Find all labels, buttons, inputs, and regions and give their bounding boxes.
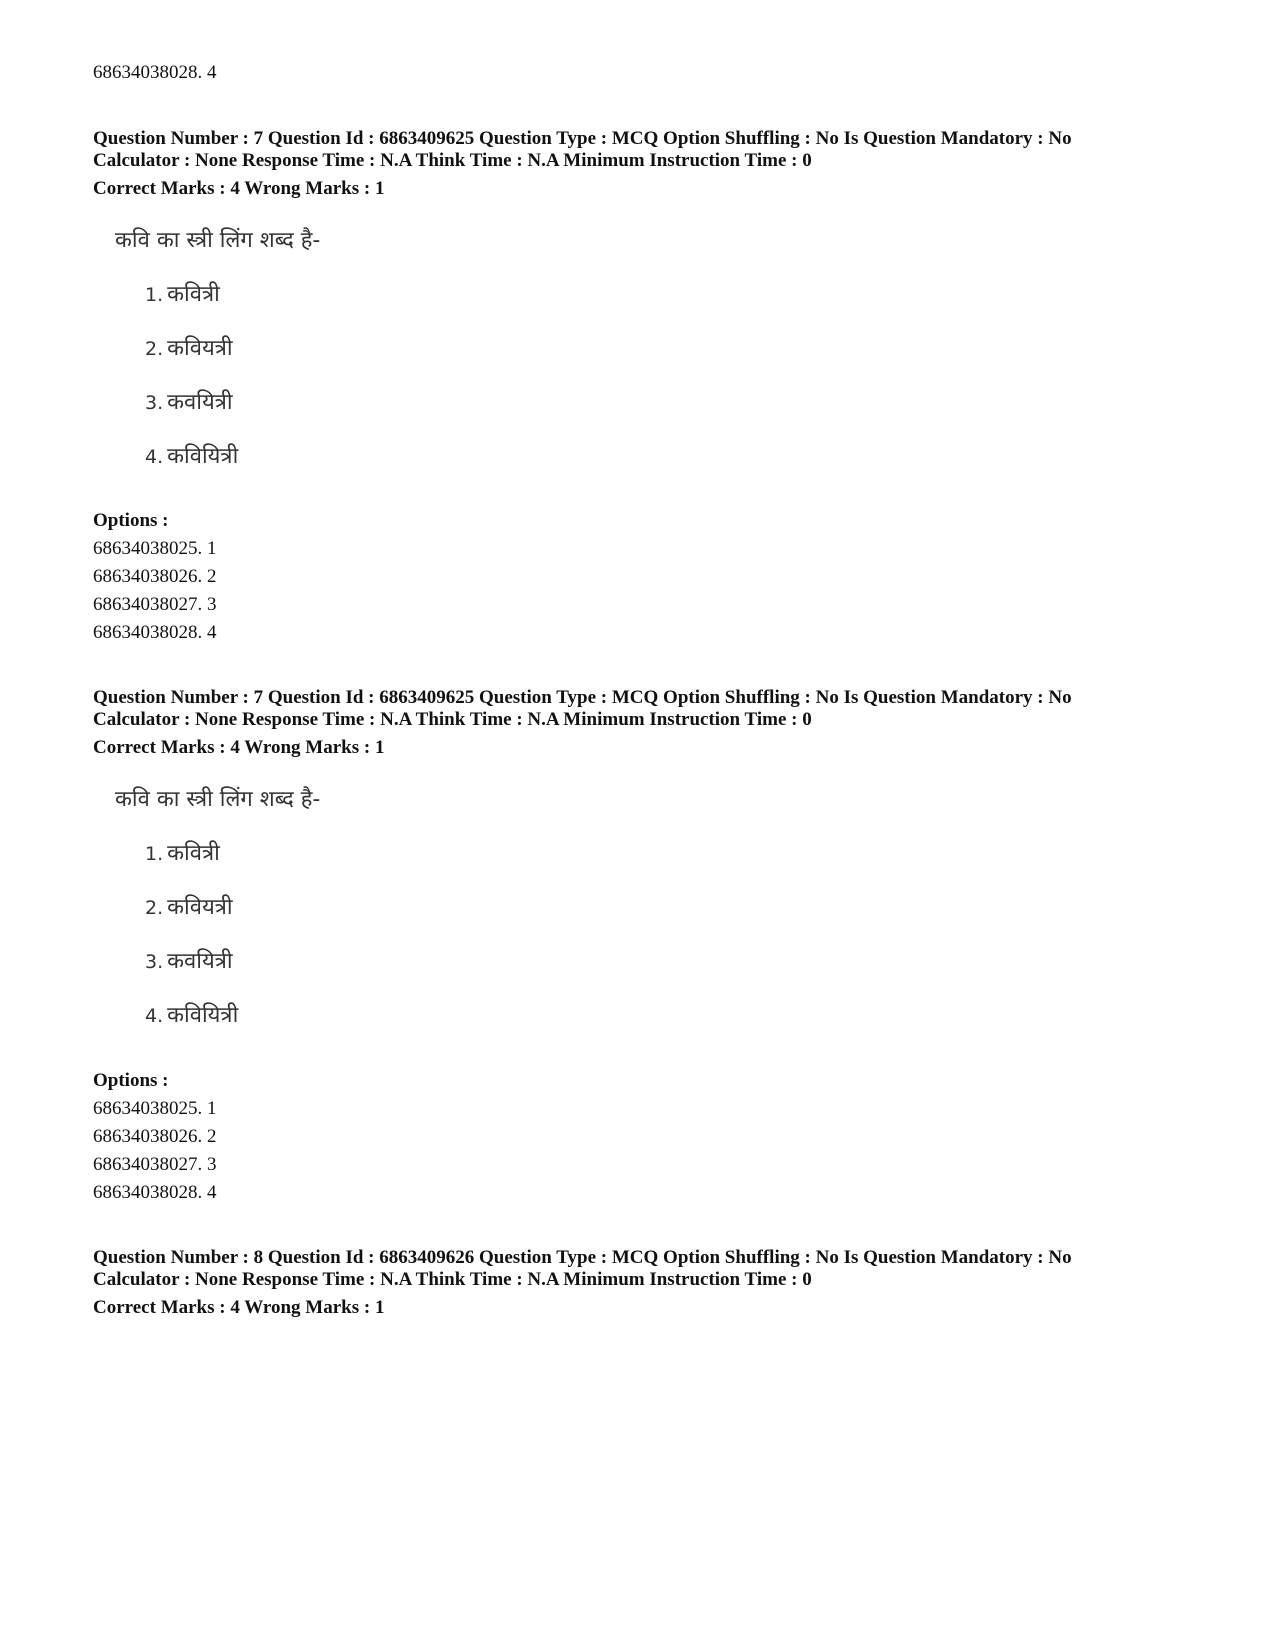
choice-number: 4.: [145, 1005, 164, 1027]
question-image: [115, 783, 475, 1053]
question-header-line-1: Question Number : 7 Question Id : 6863409625 Question Type : MCQ Option Shuffling : No Is Question Mandatory : No: [93, 128, 1072, 149]
option-line: 68634038027. 3: [93, 594, 217, 615]
choice-number: 4.: [145, 446, 164, 468]
question-choice: [145, 278, 220, 308]
choice-text: कवियित्री: [167, 444, 239, 469]
question-marks: Correct Marks : 4 Wrong Marks : 1: [93, 178, 385, 199]
choice-number: 2.: [145, 897, 164, 919]
question-marks: Correct Marks : 4 Wrong Marks : 1: [93, 1297, 385, 1318]
choice-text: कवियत्री: [167, 895, 233, 920]
question-stem: कवि का स्त्री लिंग शब्द है-: [115, 787, 321, 812]
options-label: Options :: [93, 1070, 169, 1091]
options-label: Options :: [93, 510, 169, 531]
question-choice: [145, 332, 233, 362]
choice-text: कवयित्री: [167, 390, 233, 415]
choice-text: कवयित्री: [167, 949, 233, 974]
choice-text: कवियत्री: [167, 336, 233, 361]
choice-number: 1.: [145, 284, 164, 306]
question-choice: [145, 837, 220, 867]
option-line: 68634038028. 4: [93, 1182, 217, 1203]
choice-text: कवियित्री: [167, 1003, 239, 1028]
question-choice: [145, 386, 233, 416]
question-header-line-2: Calculator : None Response Time : N.A Think Time : N.A Minimum Instruction Time : 0: [93, 709, 812, 730]
question-choice: [145, 945, 233, 975]
question-header-line-2: Calculator : None Response Time : N.A Think Time : N.A Minimum Instruction Time : 0: [93, 150, 812, 171]
option-line: 68634038028. 4: [93, 622, 217, 643]
question-choice: [145, 999, 238, 1029]
choice-number: 2.: [145, 338, 164, 360]
question-image: [115, 224, 475, 494]
question-choice: [145, 891, 233, 921]
option-line: 68634038026. 2: [93, 566, 217, 587]
option-line: 68634038025. 1: [93, 1098, 217, 1119]
question-choice: [145, 440, 238, 470]
option-line: 68634038027. 3: [93, 1154, 217, 1175]
question-header-line-2: Calculator : None Response Time : N.A Think Time : N.A Minimum Instruction Time : 0: [93, 1269, 812, 1290]
choice-number: 3.: [145, 951, 164, 973]
option-line: 68634038025. 1: [93, 538, 217, 559]
question-header-line-1: Question Number : 7 Question Id : 6863409625 Question Type : MCQ Option Shuffling : No Is Question Mandatory : No: [93, 687, 1072, 708]
option-line: 68634038028. 4: [93, 62, 217, 83]
choice-text: कवित्री: [167, 282, 220, 307]
choice-number: 3.: [145, 392, 164, 414]
question-marks: Correct Marks : 4 Wrong Marks : 1: [93, 737, 385, 758]
question-header-line-1: Question Number : 8 Question Id : 6863409626 Question Type : MCQ Option Shuffling : No Is Question Mandatory : No: [93, 1247, 1072, 1268]
question-stem: कवि का स्त्री लिंग शब्द है-: [115, 228, 321, 253]
option-line: 68634038026. 2: [93, 1126, 217, 1147]
choice-text: कवित्री: [167, 841, 220, 866]
choice-number: 1.: [145, 843, 164, 865]
